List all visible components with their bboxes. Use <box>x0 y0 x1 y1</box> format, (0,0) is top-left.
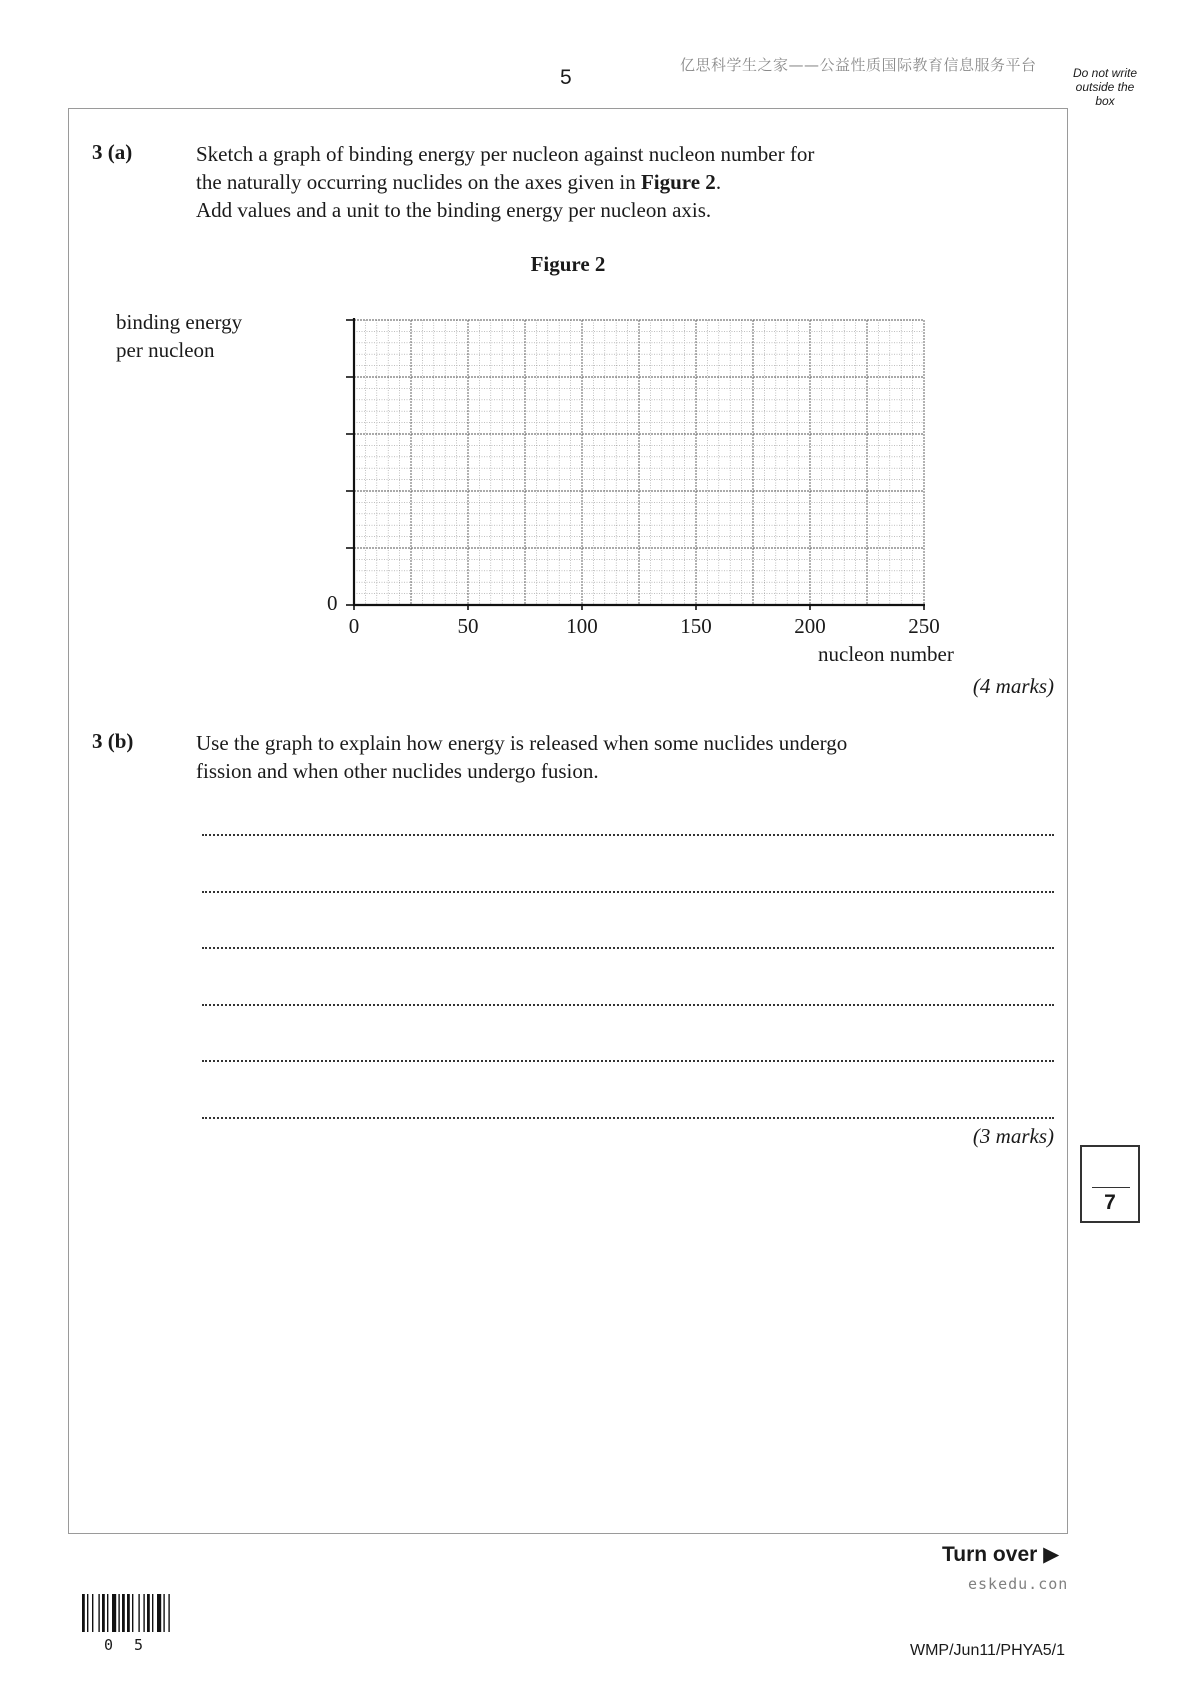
question-3b-number: 3 (b) <box>92 729 134 753</box>
x-tick-label-0: 0 <box>348 614 360 638</box>
answer-line[interactable] <box>202 1004 1054 1006</box>
answer-line[interactable] <box>202 1060 1054 1062</box>
turn-over-label: Turn over ▶ <box>942 1543 1060 1566</box>
answer-line[interactable] <box>202 891 1054 893</box>
score-divider <box>1092 1187 1130 1188</box>
margin-note: Do not write outside the box <box>1072 66 1138 108</box>
barcode-digits: 0 5 <box>104 1636 150 1654</box>
y-axis-label-line-1: binding energy <box>116 310 243 334</box>
question-3b-marks: (3 marks) <box>972 1124 1054 1148</box>
x-tick-label-200: 200 <box>794 614 826 638</box>
question-3a-line-2: the naturally occurring nuclides on the axes given in Figure 2. <box>196 170 722 194</box>
question-3a-marks: (4 marks) <box>972 674 1054 698</box>
x-tick-label-150: 150 <box>680 614 712 638</box>
question-3a-line-3: Add values and a unit to the binding energy per nucleon axis. <box>196 198 712 222</box>
question-3a-number: 3 (a) <box>92 140 133 164</box>
question-3a-line-1: Sketch a graph of binding energy per nucleon against nucleon number for <box>196 142 815 166</box>
y-tick-label-0: 0 <box>327 591 338 615</box>
question-3b-line-2: fission and when other nuclides undergo fusion. <box>196 759 599 783</box>
barcode-icon <box>82 1594 178 1634</box>
watermark-text: 亿思科学生之家——公益性质国际教育信息服务平台 <box>680 56 1037 74</box>
graph-paper-grid[interactable] <box>340 310 940 610</box>
y-axis-label <box>116 308 242 364</box>
answer-line[interactable] <box>202 1117 1054 1119</box>
y-axis-label-line-2: per nucleon <box>116 338 215 362</box>
question-3b-text <box>196 729 1016 785</box>
figure-reference: Figure 2 <box>640 170 716 194</box>
x-axis-label: nucleon number <box>818 642 954 666</box>
x-tick-label-50: 50 <box>457 614 479 638</box>
x-tick-label-250: 250 <box>908 614 940 638</box>
score-total: 7 <box>1104 1191 1116 1214</box>
answer-line[interactable] <box>202 947 1054 949</box>
axes <box>346 318 925 610</box>
answer-line[interactable] <box>202 834 1054 836</box>
score-box <box>1080 1145 1140 1223</box>
paper-reference: WMP/Jun11/PHYA5/1 <box>910 1642 1066 1659</box>
question-3b-line-1: Use the graph to explain how energy is released when some nuclides undergo <box>196 731 848 755</box>
x-tick-label-100: 100 <box>566 614 598 638</box>
site-watermark: eskedu.con <box>968 1575 1069 1593</box>
page-number: 5 <box>560 66 572 89</box>
major-gridlines <box>354 320 924 605</box>
figure-title: Figure 2 <box>530 252 606 276</box>
question-3a-text <box>196 140 1016 224</box>
